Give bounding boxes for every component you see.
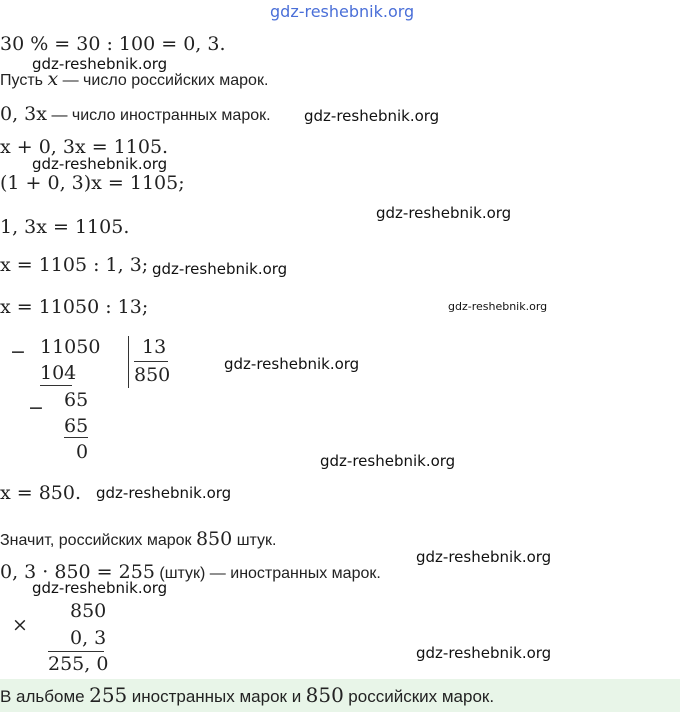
dividend: 11050 xyxy=(40,336,101,358)
watermark: gdz-reshebnik.org xyxy=(448,300,548,313)
times-sign: × xyxy=(12,614,28,636)
remainder: 0 xyxy=(76,441,89,463)
let-word: Пусть xyxy=(0,72,43,89)
equation-5: x = 11050 : 13; xyxy=(0,296,149,318)
russian-stamps-count: 850 xyxy=(195,528,233,550)
conclusion-prefix: В альбоме xyxy=(0,687,85,706)
let-x-description: — число российских марок. xyxy=(62,72,269,89)
watermark: gdz-reshebnik.org xyxy=(96,484,232,502)
percent-conversion: 30 % = 30 : 100 = 0, 3. xyxy=(0,33,226,55)
underline xyxy=(64,437,88,438)
equation-1: x + 0, 3x = 1105. xyxy=(0,136,169,158)
foreign-description: — число иностранных марок. xyxy=(51,107,271,124)
conclusion-suffix: российских марок. xyxy=(348,687,495,706)
partial-dividend: 65 xyxy=(64,389,89,411)
watermark: gdz-reshebnik.org xyxy=(416,644,552,662)
watermark: gdz-reshebnik.org xyxy=(416,548,552,566)
division-bracket xyxy=(128,336,129,388)
watermark: gdz-reshebnik.org xyxy=(32,55,168,73)
minus-sign: − xyxy=(10,341,26,363)
equation-4: x = 1105 : 1, 3; xyxy=(0,254,149,276)
watermark: gdz-reshebnik.org xyxy=(304,107,440,125)
multiplicand: 850 xyxy=(70,600,107,622)
foreign-stamps-line xyxy=(0,103,271,125)
conclusion-middle: иностранных марок и xyxy=(131,687,302,706)
watermark-top: gdz-reshebnik.org xyxy=(270,2,415,21)
conclusion-russian-count: 850 xyxy=(305,683,344,707)
multiplier: 0, 3 xyxy=(70,627,107,649)
variable-x: x xyxy=(47,68,59,90)
watermark: gdz-reshebnik.org xyxy=(376,204,512,222)
conclusion-foreign-count: 255 xyxy=(89,683,128,707)
divisor: 13 xyxy=(142,336,167,358)
watermark: gdz-reshebnik.org xyxy=(32,579,168,597)
equation-2: (1 + 0, 3)x = 1105; xyxy=(0,172,185,194)
equation-3: 1, 3x = 1105. xyxy=(0,216,130,238)
answer-x: x = 850. xyxy=(0,482,82,504)
conclusion-line xyxy=(0,683,494,707)
product: 255, 0 xyxy=(48,653,109,675)
watermark: gdz-reshebnik.org xyxy=(320,452,456,470)
foreign-expression: 0, 3x xyxy=(0,103,47,125)
foreign-count-description: (штук) — иностранных марок. xyxy=(159,565,381,582)
russian-stamps-unit: штук. xyxy=(236,532,277,549)
divisor-line xyxy=(134,361,168,362)
foreign-count-expression: 0, 3 · 850 = 255 xyxy=(0,561,155,583)
minus-sign: − xyxy=(28,397,44,419)
underline xyxy=(40,385,72,386)
product-line xyxy=(48,651,104,652)
watermark: gdz-reshebnik.org xyxy=(224,355,360,373)
first-subtrahend: 104 xyxy=(40,362,77,384)
russian-stamps-line xyxy=(0,528,276,550)
watermark: gdz-reshebnik.org xyxy=(32,155,168,173)
watermark: gdz-reshebnik.org xyxy=(152,260,288,278)
russian-stamps-text: Значит, российских марок xyxy=(0,532,192,549)
second-subtrahend: 65 xyxy=(64,415,89,437)
quotient: 850 xyxy=(134,364,171,386)
